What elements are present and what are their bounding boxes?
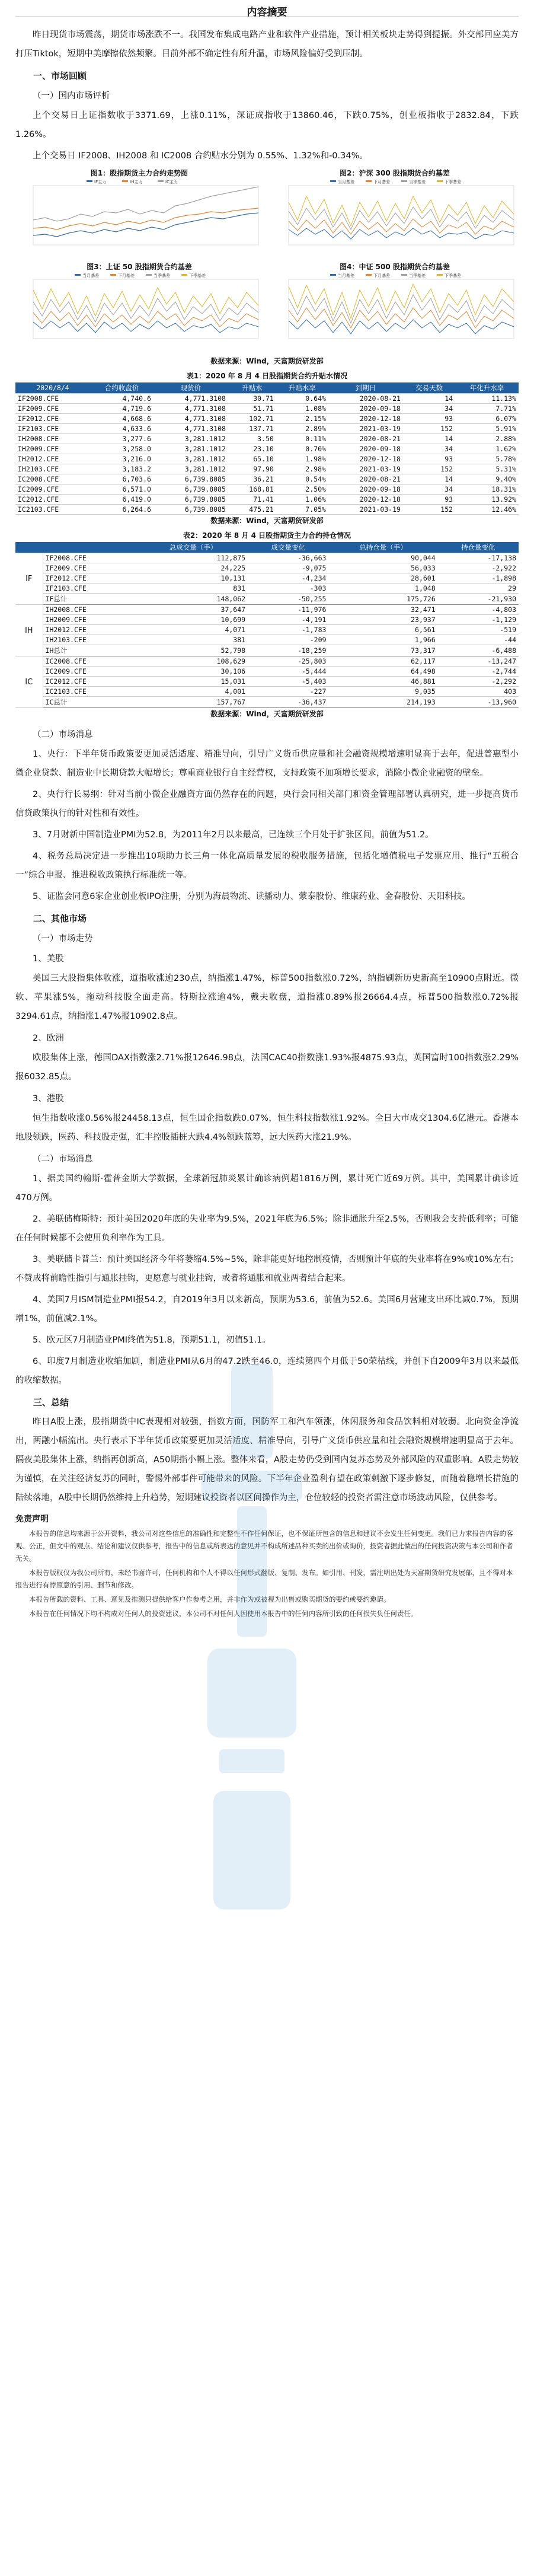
table-cell: 24,225 bbox=[139, 563, 248, 573]
table-cell: -6,488 bbox=[438, 645, 519, 656]
group-label: IH bbox=[15, 605, 43, 656]
table-cell: 71.41 bbox=[228, 495, 276, 505]
charts-source: 数据来源：Wind，天富期货研发部 bbox=[210, 357, 324, 365]
zz500-basis-plot bbox=[271, 272, 519, 350]
table-cell: IH2103.CFE bbox=[43, 635, 139, 645]
table-cell: -227 bbox=[248, 687, 328, 697]
chart-sz50-basis bbox=[15, 262, 263, 353]
table-cell: 2020-09-18 bbox=[328, 404, 403, 414]
table-cell: -13,960 bbox=[438, 697, 519, 708]
legend-label: 当季基差 bbox=[154, 273, 170, 278]
table-cell: 64,498 bbox=[328, 667, 437, 677]
table-cell: 1.08% bbox=[276, 404, 328, 414]
index-close-paragraph: 上个交易日上证指数收于3371.69，上涨0.11%，深证成指收于13860.46，下跌0.75%，创业板指收于2832.84，下跌1.26%。 bbox=[15, 111, 519, 139]
table-cell: IH2008.CFE bbox=[15, 434, 90, 444]
news-item: 4、美国7月ISM制造业PMI报54.2，自2019年3月以来新高，预期为53.6，前值为52.6。美国6月营建支出环比减0.7%，预期增1%，前值减2.1%。 bbox=[15, 1295, 519, 1324]
table-cell: 13.92% bbox=[455, 495, 519, 505]
table-cell: 2.88% bbox=[455, 434, 519, 444]
table-cell: 168.81 bbox=[228, 484, 276, 495]
legend-label: 下月基差 bbox=[373, 273, 390, 278]
table-cell: 30,106 bbox=[139, 667, 248, 677]
disclaimer-paragraph: 本报告在任何情况下均不构成对任何人的投资建议，本公司不对任何人因使用本报告中的任何内容所引致的任何损失负任何责任。 bbox=[29, 1609, 418, 1618]
table-cell: 4,740.6 bbox=[90, 394, 154, 404]
table-cell: -4,803 bbox=[438, 605, 519, 615]
col-header: 2020/8/4 bbox=[15, 382, 90, 394]
table-cell: IH2009.CFE bbox=[43, 615, 139, 625]
table1-source: 数据来源：Wind，天富期货研发部 bbox=[210, 517, 324, 525]
table-cell: 37,647 bbox=[139, 605, 248, 615]
group-label: IF bbox=[15, 553, 43, 605]
table-cell: 32,471 bbox=[328, 605, 437, 615]
table-cell: 6.07% bbox=[455, 414, 519, 424]
table-cell: 6,739.8085 bbox=[154, 505, 228, 515]
table-cell: IF2103.CFE bbox=[15, 424, 90, 434]
legend-label: 下月基差 bbox=[118, 273, 135, 278]
table-cell: -17,138 bbox=[438, 553, 519, 563]
table-cell: IF2012.CFE bbox=[43, 573, 139, 584]
table-row bbox=[15, 454, 519, 464]
table-cell: 381 bbox=[139, 635, 248, 645]
table-row bbox=[15, 677, 519, 687]
news-item: 5、证监会同意6家企业创业板IPO注册，分别为海晨物流、读播动力、蒙泰股份、维康药业、金春股份、天阳科技。 bbox=[33, 892, 471, 901]
disclaimer-paragraph: 本报告所载的资料、工具、意见及推测只提供给客户作参考之用，并非作为或被视为出售或购买期货的要约或要约邀请。 bbox=[29, 1595, 391, 1603]
legend-label: IF主力 bbox=[94, 180, 107, 184]
col-header: 成交量变化 bbox=[248, 542, 328, 553]
table-cell: 34 bbox=[403, 444, 455, 454]
table-cell: -25,803 bbox=[248, 656, 328, 667]
table-row bbox=[15, 424, 519, 434]
table-row bbox=[15, 484, 519, 495]
table-cell: 1.98% bbox=[276, 454, 328, 464]
table-cell: 4,771.3108 bbox=[154, 414, 228, 424]
table-cell: 90,044 bbox=[328, 553, 437, 563]
col-header: 持仓量变化 bbox=[438, 542, 519, 553]
table-cell: 2021-03-19 bbox=[328, 505, 403, 515]
table-row bbox=[15, 625, 519, 635]
table-cell: 6,571.0 bbox=[90, 484, 154, 495]
table-cell: IC2008.CFE bbox=[43, 656, 139, 667]
table-row bbox=[15, 394, 519, 404]
table-row bbox=[15, 584, 519, 594]
table-cell: IH2012.CFE bbox=[15, 454, 90, 464]
legend-label: 当月基差 bbox=[338, 180, 354, 184]
table-cell: 0.11% bbox=[276, 434, 328, 444]
table-cell: 4,071 bbox=[139, 625, 248, 635]
news-item: 3、美联储卡普兰：预计美国经济今年将萎缩4.5%~5%，除非能更好地控制疫情，否则预计年底的失业率将在9%或10%左右；不赞成将前瞻性指引与通胀挂钩，更愿意与就业挂钩，或者将通胀和就业两者结合起来。 bbox=[15, 1255, 519, 1283]
table-cell: 6,561 bbox=[328, 625, 437, 635]
position-table bbox=[15, 542, 519, 708]
table-cell: -303 bbox=[248, 584, 328, 594]
basis-table-body bbox=[15, 394, 519, 515]
table2-source: 数据来源：Wind，天富期货研发部 bbox=[210, 710, 324, 718]
table-cell: 2020-09-18 bbox=[328, 484, 403, 495]
table-cell: IF2012.CFE bbox=[15, 414, 90, 424]
table-cell: 112,875 bbox=[139, 553, 248, 563]
table-cell: 1.06% bbox=[276, 495, 328, 505]
basis-table bbox=[15, 382, 519, 515]
table-cell: 157,767 bbox=[139, 697, 248, 708]
table-cell: 6,739.8085 bbox=[154, 495, 228, 505]
table-cell: 15,031 bbox=[139, 677, 248, 687]
table-cell: 65.10 bbox=[228, 454, 276, 464]
table-row bbox=[15, 615, 519, 625]
table-row bbox=[15, 697, 519, 708]
table-cell: 7.05% bbox=[276, 505, 328, 515]
table-cell: 3,281.1012 bbox=[154, 434, 228, 444]
disclaimer-paragraph: 本报告版权仅为我公司所有，未经书面许可，任何机构和个人不得以任何形式翻版、复制、发布。如引用、刊发，需注明出处为天富期货研究发展部，且不得对本报告进行有悖原意的引用、删节和修改。 bbox=[15, 1568, 513, 1589]
page-title: 内容摘要 bbox=[247, 7, 287, 18]
chart-hs300-basis bbox=[271, 168, 519, 259]
news-item: 2、美联储梅斯特：预计美国2020年底的失业率为9.5%，2021年底为6.5%；除非通胀升至2.5%，否则我会支持低利率；可能在任何时候都不会使用负利率作为工具。 bbox=[15, 1214, 519, 1243]
table-cell: 2020-09-18 bbox=[328, 444, 403, 454]
hk-paragraph: 恒生指数收涨0.56%报24458.13点，恒生国企指数跌0.07%，恒生科技指数涨1.92%。全日大市成交1304.6亿港元。香港本地股领跌，医药、科技股走强，汇丰控股插桩大跌4.4%领跌蓝筹，远大医药大涨21.9%。 bbox=[15, 1114, 519, 1142]
table-cell: IH2012.CFE bbox=[43, 625, 139, 635]
table-cell: 29 bbox=[438, 584, 519, 594]
table-cell: 475.21 bbox=[228, 505, 276, 515]
table-cell: IC2009.CFE bbox=[43, 667, 139, 677]
table-cell: 2021-03-19 bbox=[328, 464, 403, 474]
table-cell: IF2009.CFE bbox=[15, 404, 90, 414]
table-cell: 3,258.0 bbox=[90, 444, 154, 454]
table-cell: 97.90 bbox=[228, 464, 276, 474]
table-cell: -4,234 bbox=[248, 573, 328, 584]
chart-caption: 图4：中证 500 股指期货合约基差 bbox=[340, 263, 450, 271]
table-cell: -9,075 bbox=[248, 563, 328, 573]
table-cell: -13,247 bbox=[438, 656, 519, 667]
summary-title: 三、总结 bbox=[33, 1397, 69, 1408]
table-cell: IF2008.CFE bbox=[15, 394, 90, 404]
legend-label: 下季基差 bbox=[445, 273, 461, 278]
table-cell: 0.54% bbox=[276, 474, 328, 484]
table-cell: IF总计 bbox=[43, 594, 139, 605]
table-cell: 28,601 bbox=[328, 573, 437, 584]
col-header: 年化升水率 bbox=[455, 382, 519, 394]
table-cell: IF2103.CFE bbox=[43, 584, 139, 594]
table-cell: 0.70% bbox=[276, 444, 328, 454]
table2-caption: 表2：2020 年 8 月 4 日股指期货主力合约持仓情况 bbox=[183, 531, 351, 540]
table-cell: -5,403 bbox=[248, 677, 328, 687]
table-cell: 14 bbox=[403, 434, 455, 444]
global-news-title: （二）市场消息 bbox=[33, 1155, 93, 1164]
table-cell: 4,001 bbox=[139, 687, 248, 697]
table-cell: 2020-12-18 bbox=[328, 495, 403, 505]
basis-paragraph: 上个交易日 IF2008、IH2008 和 IC2008 合约贴水分别为 0.55%、1.32%和-0.34%。 bbox=[33, 151, 368, 161]
table-row bbox=[15, 563, 519, 573]
table-cell: -5,444 bbox=[248, 667, 328, 677]
table-row bbox=[15, 645, 519, 656]
table-cell: 0.64% bbox=[276, 394, 328, 404]
table-cell: 36.21 bbox=[228, 474, 276, 484]
table-cell: IH2103.CFE bbox=[15, 464, 90, 474]
table-cell: 3,216.0 bbox=[90, 454, 154, 464]
table-cell: 3,277.6 bbox=[90, 434, 154, 444]
table-cell: 73,317 bbox=[328, 645, 437, 656]
table-cell: 5.31% bbox=[455, 464, 519, 474]
table1-caption: 表1：2020 年 8 月 4 日股指期货合约升贴水情况 bbox=[186, 372, 348, 380]
col-header: 合约收盘价 bbox=[90, 382, 154, 394]
news-item: 4、税务总局决定进一步推出10项助力长三角一体化高质量发展的税收服务措施，包括化增值税电子发票应用、推行“五税合一”综合申报、推进税收政策执行标准统一等。 bbox=[15, 852, 519, 880]
chart-zz500-basis bbox=[271, 262, 519, 353]
hs300-basis-plot bbox=[271, 178, 519, 257]
table-row bbox=[15, 687, 519, 697]
chart-caption: 图2：沪深 300 股指期货合约基差 bbox=[340, 169, 450, 177]
table-row bbox=[15, 553, 519, 563]
table-cell: 14 bbox=[403, 474, 455, 484]
legend-label: 下月基差 bbox=[373, 180, 390, 184]
table-cell: -36,663 bbox=[248, 553, 328, 563]
chart-row-2 bbox=[15, 262, 519, 353]
table-cell: 3.50 bbox=[228, 434, 276, 444]
table-cell: 137.71 bbox=[228, 424, 276, 434]
news-item: 3、7月财新中国制造业PMI为52.8，为2011年2月以来最高，已连续三个月处于扩张区间，前值为51.2。 bbox=[33, 830, 434, 840]
table-cell: IC2008.CFE bbox=[15, 474, 90, 484]
table-cell: 175,726 bbox=[328, 594, 437, 605]
legend-label: 当月基差 bbox=[82, 273, 99, 278]
table-cell: 11.13% bbox=[455, 394, 519, 404]
europe-paragraph: 欧股集体上涨，德国DAX指数涨2.71%报12646.98点，法国CAC40指数涨1.93%报4875.93点，英国富时100指数涨2.29%报6032.85点。 bbox=[15, 1053, 519, 1082]
table-cell: 3,281.1012 bbox=[154, 454, 228, 464]
news-item: 2、央行行长易纲：针对当前小微企业融资方面仍然存在的问题，央行会同相关部门和资金管理部署认真研究，进一步提高货币信贷政策执行的针对性和有效性。 bbox=[15, 790, 519, 818]
table-cell: 93 bbox=[403, 495, 455, 505]
summary-paragraph: 昨日A股上涨，股指期货中IC表现相对较强，指数方面，国防军工和汽车领涨，休闲服务和食品饮料相对较弱。北向资金净流出，两融小幅流出。央行表示下半年货币政策要更加灵活适度、精准导向，引导广义货币供应量和社会融资规模增速明显高于去年。隔夜美股集体上涨，纳指再创新高，A50期指小幅上涨。整体来看，A股走势仍受到国内复苏态势及外部风险的双重影响。A股走势较为谨慎，在关注经济复苏的同时，警惕外部事件可能带来的风险。下半年企业盈利有望在政策刺激下逐步修复，而随着稳增长措施的陆续落地，A股中长期仍然维持上升趋势，短期建议投资者以区间操作为主，仓位较轻的投资者需注意市场波动风险，仅供参考。 bbox=[15, 1417, 519, 1503]
legend-label: 当月基差 bbox=[338, 273, 354, 278]
chart-caption: 图3：上证 50 股指期货合约基差 bbox=[87, 263, 192, 271]
intro-paragraph: 昨日现货市场震荡，期货市场涨跌不一。我国发布集成电路产业和软件产业措施，预计相关板块走势得到提振。外交部回应美方打压Tiktok，短期中美摩擦依然频繁。目前外部不确定性有所升温，市场风险偏好受到压制。 bbox=[15, 30, 519, 59]
news-item: 1、央行：下半年货币政策要更加灵活适度、精准导向，引导广义货币供应量和社会融资规模增速明显高于去年，促进普惠型小微企业贷款、制造业中长期贷款大幅增长；尊重商业银行自主经营权，支持政策不加项增长要求，消除小微企业融资的壁垒。 bbox=[15, 750, 519, 778]
col-header bbox=[43, 542, 139, 553]
hk-title: 3、港股 bbox=[33, 1094, 64, 1104]
table-row bbox=[15, 573, 519, 584]
table-cell: 2.98% bbox=[276, 464, 328, 474]
table-cell: IH总计 bbox=[43, 645, 139, 656]
table-cell: IC2012.CFE bbox=[43, 677, 139, 687]
legend-label: IC主力 bbox=[165, 180, 178, 184]
table-row bbox=[15, 414, 519, 424]
table-cell: 6,703.6 bbox=[90, 474, 154, 484]
table-cell: 5.78% bbox=[455, 454, 519, 464]
table-cell: 2.50% bbox=[276, 484, 328, 495]
table-row bbox=[15, 495, 519, 505]
table-cell: -519 bbox=[438, 625, 519, 635]
col-header bbox=[15, 542, 43, 553]
chart-caption: 图1：股指期货主力合约走势图 bbox=[90, 169, 188, 177]
table-cell: -44 bbox=[438, 635, 519, 645]
table-cell: -36,437 bbox=[248, 697, 328, 708]
col-header: 到期日 bbox=[328, 382, 403, 394]
table-cell: 56,033 bbox=[328, 563, 437, 573]
table-cell: 9.40% bbox=[455, 474, 519, 484]
table-cell: IC2103.CFE bbox=[43, 687, 139, 697]
col-header: 总成交量（手） bbox=[139, 542, 248, 553]
table-row bbox=[15, 474, 519, 484]
table-cell: 2021-03-19 bbox=[328, 424, 403, 434]
domestic-market-subtitle: （一）国内市场评析 bbox=[33, 91, 110, 101]
chart-futures-trend bbox=[15, 168, 263, 259]
table-cell: 10,131 bbox=[139, 573, 248, 584]
disclaimer-paragraph: 本报告的信息均来源于公开资料，我公司对这些信息的准确性和完整性不作任何保证，也不保证所包含的信息和建议不会发生任何变更。我们已力求报告内容的客观、公正，但文中的观点、结论和建议仅供参考，报告中的信息或所表达的意见并不构成所述品种买卖的出价或询价，投资者据此做出的任何投资决策与本公司和作者无关。 bbox=[15, 1529, 513, 1563]
table-cell: 6,739.8085 bbox=[154, 484, 228, 495]
table-cell: 10,699 bbox=[139, 615, 248, 625]
table-cell: -50,255 bbox=[248, 594, 328, 605]
disclaimer-title: 免责声明 bbox=[15, 1515, 49, 1524]
table-cell: 4,633.6 bbox=[90, 424, 154, 434]
table-cell: 3,183.2 bbox=[90, 464, 154, 474]
table-row bbox=[15, 605, 519, 615]
table-row bbox=[15, 594, 519, 605]
table-cell: 403 bbox=[438, 687, 519, 697]
table-cell: -2,744 bbox=[438, 667, 519, 677]
col-header: 升贴水率 bbox=[276, 382, 328, 394]
legend-label: 当季基差 bbox=[409, 273, 426, 278]
table-cell: 12.46% bbox=[455, 505, 519, 515]
table-cell: 23.10 bbox=[228, 444, 276, 454]
us-stocks-title: 1、美股 bbox=[33, 954, 64, 964]
table-row bbox=[15, 635, 519, 645]
table-cell: -4,191 bbox=[248, 615, 328, 625]
table-cell: 4,771.3108 bbox=[154, 424, 228, 434]
table-cell: IF2008.CFE bbox=[43, 553, 139, 563]
table-cell: 18.31% bbox=[455, 484, 519, 495]
table-cell: 2020-08-21 bbox=[328, 474, 403, 484]
table-cell: IH2009.CFE bbox=[15, 444, 90, 454]
table-cell: 6,419.0 bbox=[90, 495, 154, 505]
other-markets-title: 二、其他市场 bbox=[33, 913, 87, 924]
table-cell: 152 bbox=[403, 464, 455, 474]
table-row bbox=[15, 656, 519, 667]
table-cell: 52,798 bbox=[139, 645, 248, 656]
legend-label: 下季基差 bbox=[445, 180, 461, 184]
table-cell: -18,259 bbox=[248, 645, 328, 656]
chart-row-1 bbox=[15, 168, 519, 259]
table-cell: 4,668.6 bbox=[90, 414, 154, 424]
table-cell: -2,292 bbox=[438, 677, 519, 687]
market-news-title: （二）市场消息 bbox=[33, 730, 93, 739]
table-cell: 2.89% bbox=[276, 424, 328, 434]
table-cell: 1,966 bbox=[328, 635, 437, 645]
table-cell: -209 bbox=[248, 635, 328, 645]
futures-trend-plot bbox=[15, 178, 263, 257]
table-cell: IH2008.CFE bbox=[43, 605, 139, 615]
table-cell: 5.91% bbox=[455, 424, 519, 434]
table-row bbox=[15, 404, 519, 414]
table-cell: 831 bbox=[139, 584, 248, 594]
table-cell: IC2009.CFE bbox=[15, 484, 90, 495]
table-cell: 93 bbox=[403, 454, 455, 464]
table-row bbox=[15, 505, 519, 515]
table-cell: 62,117 bbox=[328, 656, 437, 667]
table-cell: 4,719.6 bbox=[90, 404, 154, 414]
table-cell: 30.71 bbox=[228, 394, 276, 404]
table-cell: -21,930 bbox=[438, 594, 519, 605]
table-cell: 46,881 bbox=[328, 677, 437, 687]
news-item: 5、欧元区7月制造业PMI终值为51.8，预期51.1，初值51.1。 bbox=[33, 1335, 271, 1345]
table-cell: 102.71 bbox=[228, 414, 276, 424]
table-row bbox=[15, 434, 519, 444]
table-cell: 7.71% bbox=[455, 404, 519, 414]
us-stocks-paragraph: 美国三大股指集体收涨，道指收涨逾230点，纳指涨1.47%，标普500指数涨0.72%，纳指刷新历史新高至10900点附近。微软、苹果涨5%，拖动科技股全面走高。特斯拉涨逾4%，戴夫收盘，道指涨0.89%报26664.4点，标普500指数涨0.72%报3294.61点，纳指涨1.47%报10902.8点。 bbox=[15, 974, 519, 1021]
table-cell: IC2103.CFE bbox=[15, 505, 90, 515]
sz50-basis-plot bbox=[15, 272, 263, 350]
table-cell: 1.62% bbox=[455, 444, 519, 454]
table-row bbox=[15, 444, 519, 454]
legend-label: 下季基差 bbox=[189, 273, 206, 278]
market-trend-subtitle: （一）市场走势 bbox=[33, 934, 93, 943]
table-row bbox=[15, 667, 519, 677]
table-cell: 2020-08-21 bbox=[328, 434, 403, 444]
table-cell: 34 bbox=[403, 404, 455, 414]
group-label: IC bbox=[15, 656, 43, 708]
legend-label: IH主力 bbox=[130, 180, 143, 184]
europe-title: 2、欧洲 bbox=[33, 1034, 64, 1043]
table-cell: 152 bbox=[403, 424, 455, 434]
table-cell: 3,281.1012 bbox=[154, 444, 228, 454]
table-cell: 108,629 bbox=[139, 656, 248, 667]
table-cell: -1,129 bbox=[438, 615, 519, 625]
table-cell: IF2009.CFE bbox=[43, 563, 139, 573]
table-cell: 214,193 bbox=[328, 697, 437, 708]
table-cell: 2020-08-21 bbox=[328, 394, 403, 404]
table-row bbox=[15, 464, 519, 474]
table-cell: -2,922 bbox=[438, 563, 519, 573]
table-cell: 3,281.1012 bbox=[154, 464, 228, 474]
table-cell: -1,783 bbox=[248, 625, 328, 635]
col-header: 升贴水 bbox=[228, 382, 276, 394]
legend-label: 当季基差 bbox=[409, 180, 426, 184]
position-table-body bbox=[15, 553, 519, 708]
table-cell: -11,976 bbox=[248, 605, 328, 615]
table-cell: 2.15% bbox=[276, 414, 328, 424]
table-cell: 93 bbox=[403, 414, 455, 424]
table-cell: 34 bbox=[403, 484, 455, 495]
col-header: 总持仓量（手） bbox=[328, 542, 437, 553]
table-cell: 14 bbox=[403, 394, 455, 404]
table-cell: 152 bbox=[403, 505, 455, 515]
table-cell: 6,739.8085 bbox=[154, 474, 228, 484]
table-cell: 51.71 bbox=[228, 404, 276, 414]
table-cell: 9,035 bbox=[328, 687, 437, 697]
table-cell: 6,264.6 bbox=[90, 505, 154, 515]
section-market-review-title: 一、市场回顾 bbox=[33, 71, 87, 81]
table-cell: IC总计 bbox=[43, 697, 139, 708]
table-cell: 4,771.3108 bbox=[154, 394, 228, 404]
table-cell: -1,898 bbox=[438, 573, 519, 584]
table-cell: IC2012.CFE bbox=[15, 495, 90, 505]
table-cell: 23,937 bbox=[328, 615, 437, 625]
table-cell: 2020-12-18 bbox=[328, 454, 403, 464]
table-cell: 4,771.3108 bbox=[154, 404, 228, 414]
col-header: 交易天数 bbox=[403, 382, 455, 394]
news-item: 6、印度7月制造业收缩加剧，制造业PMI从6月的47.2跌至46.0，连续第四个月低于50荣枯线，并创下自2009年3月以来最低的收缩数据。 bbox=[15, 1357, 519, 1385]
col-header: 现货价 bbox=[154, 382, 228, 394]
table-cell: 1,048 bbox=[328, 584, 437, 594]
table-cell: 2020-12-18 bbox=[328, 414, 403, 424]
news-item: 1、据美国约翰斯·霍普金斯大学数据，全球新冠肺炎累计确诊病例超1816万例，累计死亡近69万例。其中，美国累计确诊近470万例。 bbox=[15, 1174, 519, 1203]
table-cell: 148,062 bbox=[139, 594, 248, 605]
